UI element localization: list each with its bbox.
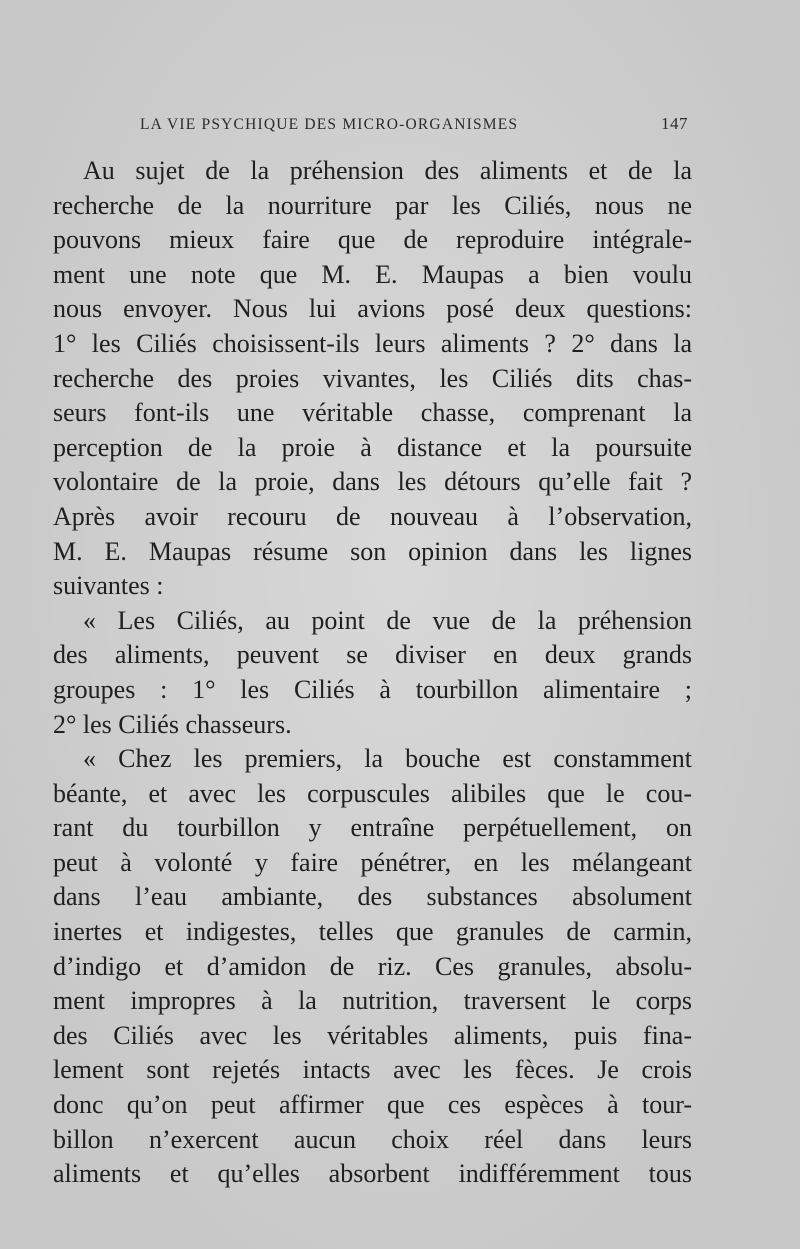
text-line: inertes et indigestes, telles que granules de carmin, — [53, 917, 692, 947]
running-title: LA VIE PSYCHIQUE DES MICRO-ORGANISMES — [140, 116, 519, 133]
running-head — [140, 114, 688, 138]
text-line: recherche des proies vivantes, les Ciliés dits chas- — [53, 363, 692, 393]
text-line: ment une note que M. E. Maupas a bien voulu — [53, 259, 692, 289]
text-line: billon n’exercent aucun choix réel dans leurs — [53, 1124, 692, 1154]
page-number: 147 — [661, 114, 688, 133]
text-line: perception de la proie à distance et la poursuite — [53, 432, 692, 462]
text-line: suivantes : — [53, 571, 164, 601]
text-line: des Ciliés avec les véritables aliments, puis fina- — [53, 1020, 692, 1050]
text-line: aliments et qu’elles absorbent indifféremment tous — [53, 1159, 692, 1189]
text-line: 1° les Ciliés choisissent-ils leurs aliments ? 2° dans la — [53, 328, 692, 358]
text-line: peut à volonté y faire pénétrer, en les mélangeant — [53, 847, 692, 877]
text-line: rant du tourbillon y entraîne perpétuellement, on — [53, 813, 692, 843]
text-line: recherche de la nourriture par les Ciliés, nous ne — [53, 190, 692, 220]
text-line: nous envoyer. Nous lui avions posé deux questions: — [53, 294, 692, 324]
text-line: des aliments, peuvent se diviser en deux grands — [53, 640, 692, 670]
text-line: M. E. Maupas résume son opinion dans les lignes — [53, 536, 692, 566]
text-line: béante, et avec les corpuscules alibiles que le cou- — [53, 778, 692, 808]
text-line: « Les Ciliés, au point de vue de la préhension — [83, 605, 692, 635]
text-line: dans l’eau ambiante, des substances absolument — [53, 882, 692, 912]
text-line: « Chez les premiers, la bouche est constamment — [83, 744, 692, 774]
text-line: lement sont rejetés intacts avec les fèces. Je crois — [53, 1055, 692, 1085]
body-text — [53, 154, 692, 1192]
text-line: pouvons mieux faire que de reproduire intégrale- — [53, 225, 692, 255]
text-line: seurs font-ils une véritable chasse, comprenant la — [53, 398, 692, 428]
text-line: Au sujet de la préhension des aliments et de la — [83, 156, 692, 185]
text-line: volontaire de la proie, dans les détours qu’elle fait ? — [53, 467, 692, 497]
text-line: Après avoir recouru de nouveau à l’observation, — [53, 501, 692, 531]
text-line: groupes : 1° les Ciliés à tourbillon alimentaire ; — [53, 674, 692, 704]
text-line: ment impropres à la nutrition, traversent le corps — [53, 986, 692, 1016]
text-line: donc qu’on peut affirmer que ces espèces à tour- — [53, 1090, 692, 1120]
text-line: 2° les Ciliés chasseurs. — [53, 709, 292, 739]
text-line: d’indigo et d’amidon de riz. Ces granules, absolu- — [53, 951, 692, 981]
